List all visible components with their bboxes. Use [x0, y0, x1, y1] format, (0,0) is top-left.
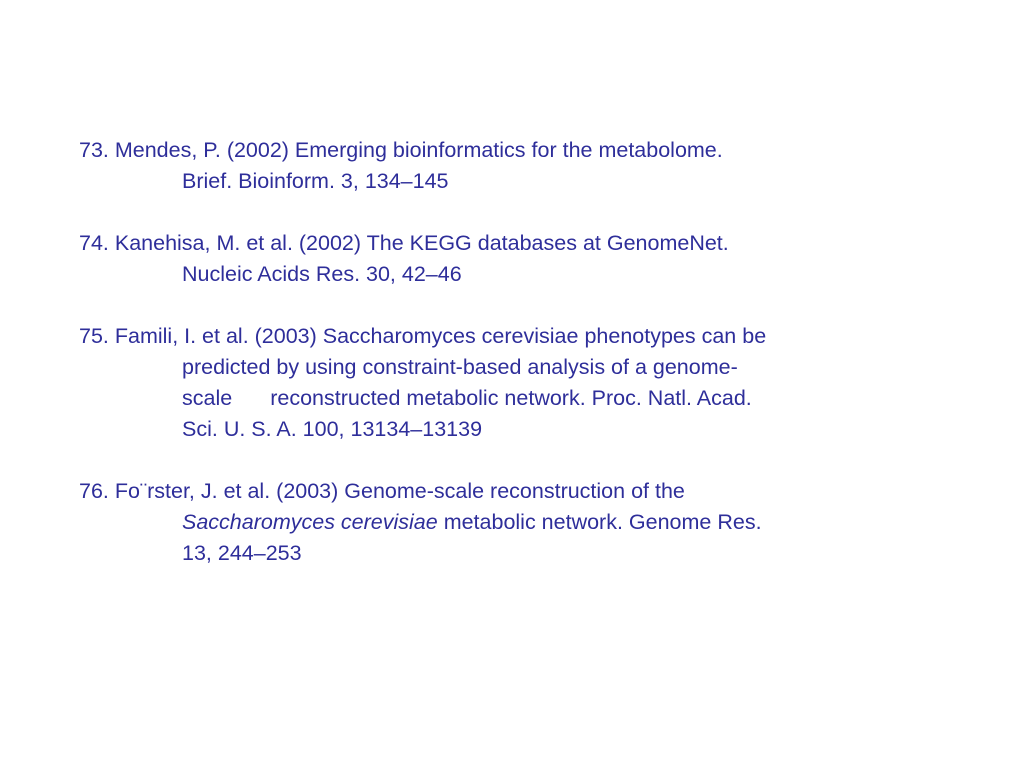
- reference-73: [79, 135, 979, 197]
- reference-line: [79, 383, 979, 414]
- reference-list: [79, 135, 979, 569]
- reference-text: metabolic network. Genome Res.: [437, 510, 762, 534]
- spacer: [79, 197, 979, 228]
- reference-line: 13, 244–253: [182, 541, 302, 565]
- reference-line: 73. Mendes, P. (2002) Emerging bioinformatics for the metabolome.: [79, 138, 723, 162]
- spacer: [79, 290, 979, 321]
- species-name: Saccharomyces cerevisiae: [182, 510, 438, 534]
- reference-text: scale: [182, 386, 233, 410]
- reference-75: [79, 321, 979, 445]
- reference-line: Brief. Bioinform. 3, 134–145: [182, 169, 449, 193]
- reference-line: [79, 507, 979, 538]
- reference-74: [79, 228, 979, 290]
- reference-line: Nucleic Acids Res. 30, 42–46: [182, 262, 462, 286]
- reference-line: Sci. U. S. A. 100, 13134–13139: [182, 417, 483, 441]
- reference-line: 74. Kanehisa, M. et al. (2002) The KEGG databases at GenomeNet.: [79, 231, 729, 255]
- spacer: [79, 445, 979, 476]
- reference-line: predicted by using constraint-based analysis of a genome-: [182, 355, 738, 379]
- reference-text: reconstructed metabolic network. Proc. Natl. Acad.: [270, 386, 752, 410]
- reference-line: 75. Famili, I. et al. (2003) Saccharomyces cerevisiae phenotypes can be: [79, 324, 767, 348]
- reference-76: [79, 476, 979, 569]
- reference-line: 76. Fo¨rster, J. et al. (2003) Genome-scale reconstruction of the: [79, 479, 685, 503]
